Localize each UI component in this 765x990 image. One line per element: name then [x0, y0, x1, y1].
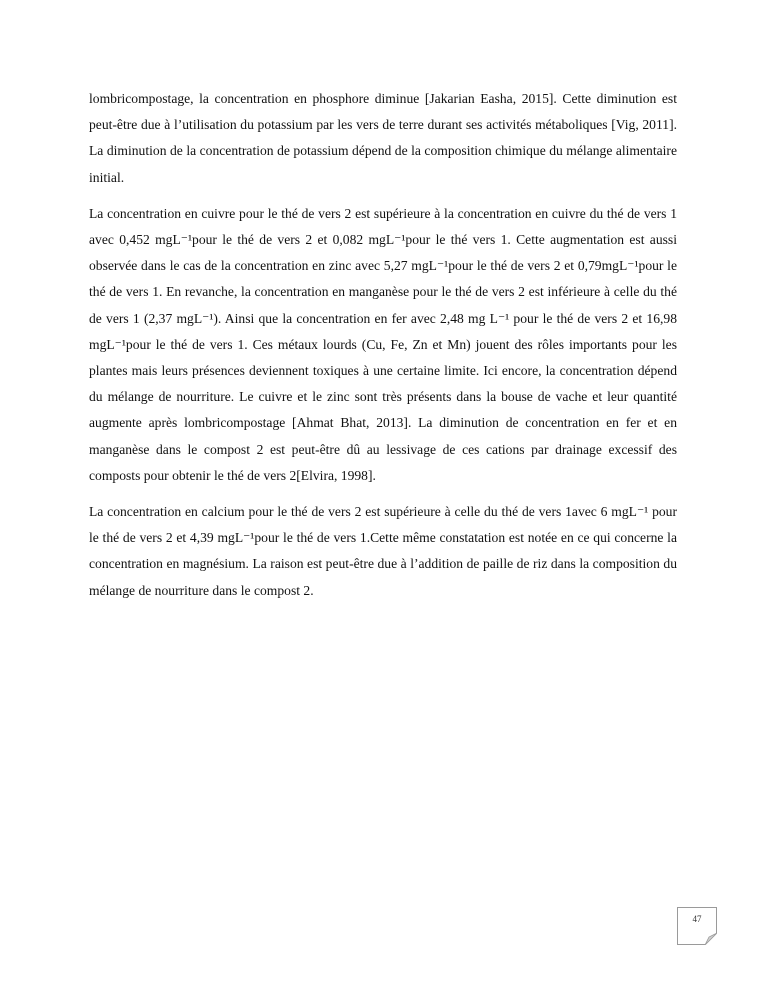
paragraph-potassium: lombricompostage, la concentration en phosphore diminue [Jakarian Easha, 2015]. Cette diminution est peut-être due à l’utilisation du potassium par les vers de terre durant ses activités métaboliques [Vig, 2011]. La diminution de la concentration de potassium dépend de la composition chimique du mélange alimentaire initial.	[89, 91, 677, 185]
page-number: 47	[692, 914, 702, 924]
page-number-box	[677, 907, 717, 945]
document-body	[89, 86, 677, 614]
paragraph-calcium: La concentration en calcium pour le thé de vers 2 est supérieure à celle du thé de vers 1avec 6 mgL⁻¹ pour le thé de vers 2 et 4,39 mgL⁻¹pour le thé de vers 1.Cette même constatation est notée en ce qui concerne la concentration en magnésium. La raison est peut-être due à l’addition de paille de riz dans la composition du mélange de nourriture dans le compost 2.	[89, 504, 677, 598]
page-curl-icon	[705, 933, 717, 945]
paragraph-heavy-metals: La concentration en cuivre pour le thé de vers 2 est supérieure à la concentration en cuivre du thé de vers 1 avec 0,452 mgL⁻¹pour le thé de vers 2 et 0,082 mgL⁻¹pour le thé vers 1. Cette augmentation est aussi observée dans le cas de la concentration en zinc avec 5,27 mgL⁻¹pour le thé de vers 2 et 0,79mgL⁻¹pour le thé de vers 1. En revanche, la concentration en manganèse pour le thé de vers 2 est inférieure à celle du thé de vers 1 (2,37 mgL⁻¹). Ainsi que la concentration en fer avec 2,48 mg L⁻¹ pour le thé de vers 2 et 16,98 mgL⁻¹pour le thé de vers 1. Ces métaux lourds (Cu, Fe, Zn et Mn) jouent des rôles importants pour les plantes mais leurs présences deviennent toxiques à une certaine limite. Ici encore, la concentration dépend du mélange de nourriture. Le cuivre et le zinc sont très présents dans la bouse de vache et leur quantité augmente après lombricompostage [Ahmat Bhat, 2013]. La diminution de concentration en fer et en manganèse dans le compost 2 est peut-être dû au lessivage de ces cations par drainage excessif des composts pour obtenir le thé de vers 2[Elvira, 1998].	[89, 205, 677, 483]
